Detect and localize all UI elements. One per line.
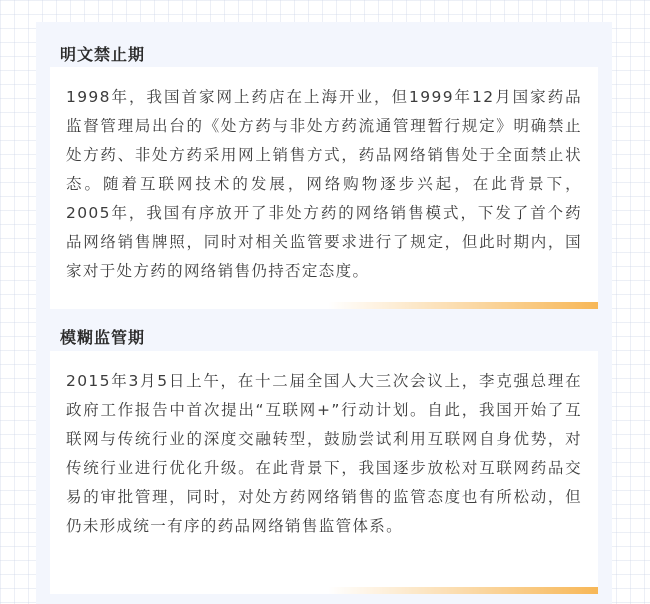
section-body-ambiguous-regulation-period: 2015年3月5日上午，在十二届全国人大三次会议上，李克强总理在政府工作报告中首次提出“互联网+”行动计划。自此，我国开始了互联网与传统行业的深度交融转型，鼓励尝试利用互联网自身优势，对传统行业进行优化升级。在此背景下，我国逐步放松对互联网药品交易的审批管理，同时，对处方药网络销售的监管态度也有所松动，但仍未形成统一有序的药品网络销售监管体系。: [66, 372, 582, 535]
section-body-prohibition-period: 1998年，我国首家网上药店在上海开业，但1999年12月国家药品监督管理局出台的《处方药与非处方药流通管理暂行规定》明确禁止处方药、非处方药采用网上销售方式，药品网络销售处于全面禁止状态。随着互联网技术的发展，网络购物逐步兴起，在此背景下，2005年，我国有序放开了非处方药的网络销售模式，下发了首个药品网络销售牌照，同时对相关监管要求进行了规定，但此时期内，国家对于处方药的网络销售仍持否定态度。: [66, 88, 582, 280]
accent-underline: [328, 587, 598, 594]
accent-underline: [328, 302, 598, 309]
section-title-prohibition-period: 明文禁止期: [60, 45, 146, 64]
content-panel: [36, 22, 612, 604]
section-card-ambiguous-regulation-period: [50, 351, 598, 594]
section-card-prohibition-period: [50, 67, 598, 309]
section-title-ambiguous-regulation-period: 模糊监管期: [60, 328, 146, 347]
